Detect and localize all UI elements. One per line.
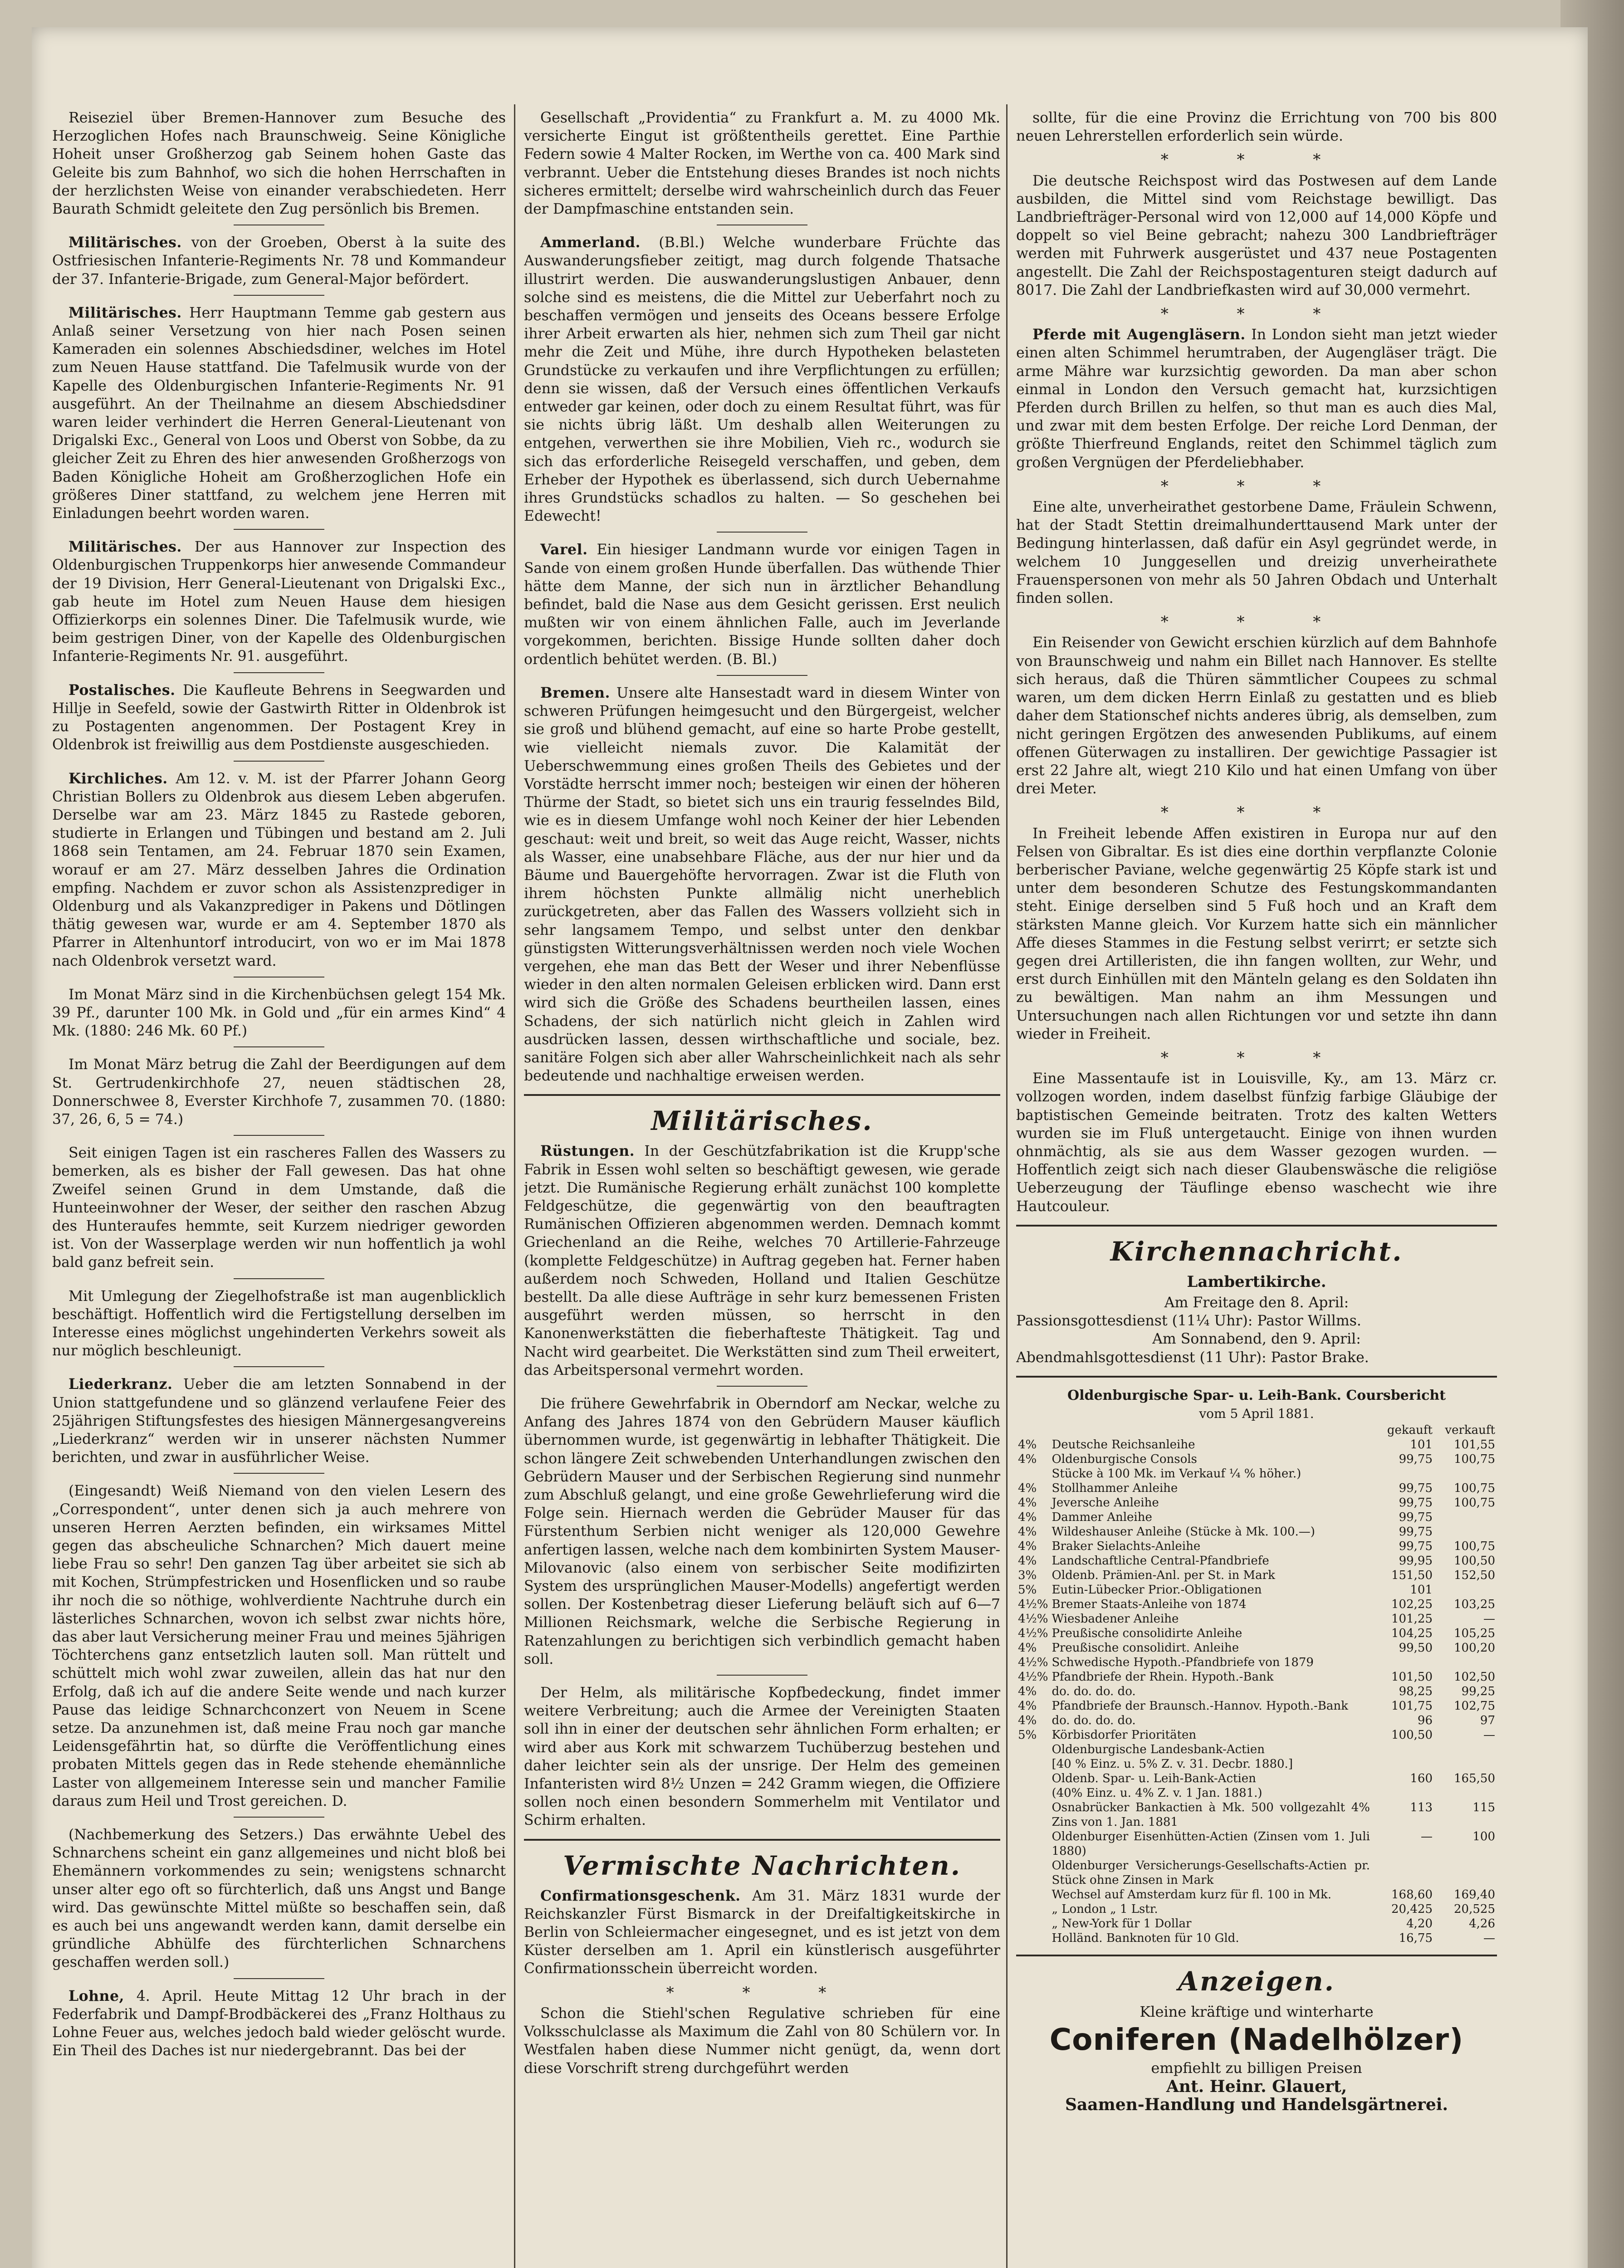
rate-percent: 4% [1018, 1496, 1037, 1510]
rate-percent [1016, 1931, 1050, 1945]
rate-bought: 99,75 [1399, 1510, 1433, 1525]
rate-sold: — [1483, 1728, 1495, 1742]
rates-row [1016, 1786, 1497, 1800]
article-paragraph [52, 770, 506, 970]
rates-row [1016, 1612, 1497, 1626]
article-keyword: Pferde mit Augengläsern. [1032, 326, 1246, 343]
article-paragraph [52, 1056, 506, 1129]
rates-row [1016, 1597, 1497, 1612]
section-rule [1016, 1955, 1497, 1956]
rate-percent [1016, 1829, 1050, 1858]
rate-sold: 100,75 [1454, 1540, 1495, 1554]
article-separator-stars: * * * [1160, 613, 1353, 631]
section-heading-kirchennachricht: Kirchennachricht. [1110, 1236, 1403, 1267]
rate-sold: 100,50 [1454, 1554, 1495, 1568]
rate-bought: 98,25 [1399, 1685, 1433, 1699]
article-text: Der aus Hannover zur Inspection des Oldenburgischen Truppenkorps hier anwesende Commandeur der 19 Division, Herr General-Lieutenant von Drigalski Exc., gab heute im Hotel zum Neuen Hause dem hiesigen Offizierkorps ein solennes Diner. Die Tafelmusik wurde, wie beim gestrigen Diner, von der Kapelle des Oldenburgischen Infanterie-Regiments Nr. 91. ausgeführt. [52, 539, 506, 665]
article-text: Die deutsche Reichspost wird das Postwesen auf dem Lande ausbilden, die Mittel sind vom Reichstage bewilligt. Das Landbriefträger-Personal wird von 12,000 auf 14,000 Köpfe und doppelt so viel Beine gebracht; nahezu 300 Landbriefträger werden mit Fuhrwerk ausgerüstet und 437 neue Postagenten angestellt. Die Zahl der Reichspostagenturen steigt dadurch auf 8017. Die Zahl der Landbriefkasten wird auf 30,000 vermehrt. [1016, 172, 1497, 298]
rate-bought [1372, 1655, 1434, 1670]
column-right [1016, 109, 1497, 2268]
article-separator [234, 1473, 324, 1474]
rate-bought [1372, 1742, 1434, 1757]
rates-row [1016, 1757, 1497, 1771]
section-rule [524, 1839, 1000, 1841]
article-paragraph [52, 109, 506, 218]
rate-security: do. do. do. do. [1052, 1714, 1136, 1728]
church-service-line: Am Freitage den 8. April: [1164, 1294, 1349, 1311]
article-separator [234, 1366, 324, 1367]
rates-row [1016, 1699, 1497, 1713]
rate-sold [1434, 1525, 1497, 1539]
rate-bought: 16,75 [1399, 1931, 1433, 1945]
article-text: (Nachbemerkung des Setzers.) Das erwähnte Uebel des Schnarchens scheint ein ganz allgemeines und nicht bloß bei Ehemännern vorkommendes zu sein; wenigstens schnarcht unser alter ego oft so fürchterlich, daß uns Angst und Bange wird. Das gewünschte Mittel müßte so beschaffen sein, daß es auch bei uns angewandt werden kann, damit derselbe ein gründliche Abhülfe des fürchterlichen Schnarchens geschaffen werden soll.) [52, 1827, 506, 1971]
rate-security: „ New-York für 1 Dollar [1052, 1917, 1192, 1931]
article-separator [234, 295, 324, 296]
rates-row [1016, 1684, 1497, 1699]
rate-percent: 4% [1018, 1481, 1037, 1496]
rate-sold [1434, 1786, 1497, 1800]
article-separator [717, 532, 807, 533]
article-separator [717, 1386, 807, 1387]
article-text: sollte, für die eine Provinz die Errichtung von 700 bis 800 neuen Lehrerstellen erforderlich sein würde. [1016, 110, 1497, 145]
rate-percent [1016, 1786, 1050, 1800]
rate-security: Preußische consolidirte Anleihe [1052, 1627, 1242, 1641]
article-separator [234, 1046, 324, 1047]
article-text: Am 31. März 1831 wurde der Reichskanzler Fürst Bismarck in der Dreifaltigkeitskirche in Berlin von Schleiermacher eingesegnet, und es ist jetzt von dem Küster derselben am 1. April ein künstlerisch ausgeführter Confirmationsschein überreicht worden. [524, 1887, 1000, 1977]
article-paragraph [1016, 634, 1497, 798]
rate-sold: 101,55 [1454, 1438, 1495, 1452]
rate-bought: 101,75 [1391, 1699, 1433, 1713]
rate-security: Eutin-Lübecker Prior.-Obligationen [1052, 1583, 1262, 1597]
article-separator-stars: * * * [1160, 803, 1353, 822]
article-paragraph [524, 1395, 1000, 1668]
ad-product-title: Coniferen (Nadelhölzer) [1049, 2022, 1464, 2058]
article-text: In der Geschützfabrikation ist die Krupp'sche Fabrik in Essen wohl selten so beschäftigt gewesen, wie gerade jetzt. Die Rumänische Regierung erhält zunächst 100 komplette Feldgeschütze, die gegenwärtig von den beauftragten Rumänischen Offizieren abgenommen werden. Demnach kommt Griechenland an die Reihe, welches 70 Artillerie-Fahrzeuge (komplette Feldgeschütze) in Auftrag gegeben hat. Ferner haben außerdem noch Schweden, Holland und Italien Geschütze bestellt. Da alle diese Aufträge in sehr kurz bemessenen Fristen ausgeführt werden müssen, so herrscht in den Kanonenwerkstätten die fieberhafteste Thätigkeit. Tag und Nacht wird gearbeitet. Die Werkstätten sind zum Theil erweitert, das Arbeitspersonal vermehrt worden. [524, 1143, 1000, 1378]
article-paragraph [52, 538, 506, 665]
rate-bought: 99,75 [1399, 1540, 1433, 1554]
article-separator [234, 1135, 324, 1136]
church-service-line: Am Sonnabend, den 9. April: [1152, 1331, 1361, 1348]
rates-date: vom 5 April 1881. [1199, 1406, 1314, 1421]
rate-sold [1434, 1510, 1497, 1525]
article-paragraph [524, 541, 1000, 668]
miscellaneous-news-continued [1016, 109, 1497, 1216]
rate-sold: 100,75 [1454, 1481, 1495, 1496]
rate-percent: 4% [1018, 1714, 1037, 1728]
article-keyword: Lohne, [68, 1987, 124, 2004]
article-text: Mit Umlegung der Ziegelhofstraße ist man augenblicklich beschäftigt. Hoffentlich wird die Fertigstellung derselben im Interesse eines möglichst ungehinderten Verkehrs soweit als nur möglich beschleunigt. [52, 1288, 506, 1359]
rate-bought: 99,75 [1399, 1452, 1433, 1466]
rate-security: Schwedische Hypoth.-Pfandbriefe von 1879 [1052, 1656, 1314, 1670]
rate-sold [1434, 1583, 1497, 1597]
article-text: Seit einigen Tagen ist ein rascheres Fallen des Wassers zu bemerken, als es bisher der Fall gewesen. Das hat ohne Zweifel seinen Grund in dem Umstande, daß die Hunteeinwohner der Weser, der seither den raschen Abzug des Hunteraufes hemmte, seit Kurzem niedriger geworden ist. Von der Wasserplage werden wir nun hoffentlich ja wohl bald ganz befreit sein. [52, 1145, 506, 1271]
rate-bought: 101,50 [1391, 1670, 1433, 1684]
rate-security: Bremer Staats-Anleihe von 1874 [1052, 1598, 1247, 1612]
rate-security: Wildeshauser Anleihe (Stücke à Mk. 100.—) [1052, 1525, 1315, 1539]
rate-percent [1016, 1902, 1050, 1916]
rates-row [1016, 1481, 1497, 1496]
rate-bought: 100,50 [1391, 1728, 1433, 1742]
rate-security: Pfandbriefe der Rhein. Hypoth.-Bank [1052, 1670, 1274, 1684]
rate-bought [1372, 1466, 1434, 1481]
rates-header-bought: gekauft [1387, 1423, 1433, 1437]
column-left [52, 109, 506, 2268]
rate-percent [1016, 1858, 1050, 1887]
article-separator [234, 977, 324, 978]
rate-sold: 105,25 [1454, 1627, 1495, 1641]
rate-percent [1016, 1887, 1050, 1902]
article-separator [234, 761, 324, 762]
article-text: Die Kaufleute Behrens in Seegwarden und Hillje in Seefeld, sowie der Gastwirth Ritter in Oldenbrok ist zu Postagenten angenommen. Der Postagent Krey in Oldenbrok ist freiwillig aus dem Postdienste ausgeschieden. [52, 682, 506, 753]
article-keyword: Militärisches. [68, 234, 182, 251]
rates-row [1016, 1466, 1497, 1481]
rate-security: Preußische consolidirt. Anleihe [1052, 1641, 1239, 1655]
article-paragraph [524, 1684, 1000, 1830]
article-text: Ueber die am letzten Sonnabend in der Union stattgefundene und so glänzend verlaufene Feier des 25jährigen Stiftungsfestes des hiesigen Männergesangvereins „Liederkranz“ werden wir in unserer nächsten Nummer berichten, und zwar in ausführlicher Weise. [52, 1376, 506, 1466]
rate-sold [1434, 1858, 1497, 1887]
article-text: In London sieht man jetzt wieder einen alten Schimmel herumtraben, der Augengläser trägt. Die arme Mähre war kurzsichtig geworden. Da man aber schon einmal in London den Versuch gemacht hat, kurzsichtigen Pferden durch Brillen zu helfen, so thut man es auch dies Mal, und zwar mit dem besten Erfolge. Der reiche Lord Denman, der größte Thierfreund Englands, reitet den Schimmel täglich zum großen Vergnügen der Pferdeliebhaber. [1016, 327, 1497, 471]
ad-line: Kleine kräftige und winterharte [1140, 2003, 1374, 2021]
article-paragraph [1016, 825, 1497, 1043]
article-keyword: Ammerland. [540, 234, 641, 251]
article-paragraph [52, 1482, 506, 1810]
article-text: Eine alte, unverheirathet gestorbene Dame, Fräulein Schwenn, hat der Stadt Stettin dreimalhunderttausend Mark unter der Bedingung hinterlassen, daß dafür ein Asyl gegründet werde, in welchem 10 Junggesellen und dreizig unverheirathete Frauenspersonen von mehr als 50 Jahren Obdach und Unterhalt finden sollen. [1016, 499, 1497, 607]
military-news-block [524, 1142, 1000, 1829]
rate-sold: 4,26 [1469, 1917, 1495, 1931]
section-rule [1016, 1376, 1497, 1378]
rates-row [1016, 1655, 1497, 1670]
article-keyword: Confirmationsgeschenk. [540, 1887, 741, 1904]
article-paragraph [524, 109, 1000, 218]
rate-sold: 100 [1472, 1830, 1495, 1844]
rates-row [1016, 1539, 1497, 1554]
section-rule [524, 1094, 1000, 1096]
rate-bought: 101 [1410, 1583, 1433, 1597]
rates-row [1016, 1713, 1497, 1728]
article-text: von der Groeben, Oberst à la suite des Ostfriesischen Infanterie-Regiments Nr. 78 und Kommandeur der 37. Infanterie-Brigade, zum General-Major befördert. [52, 235, 506, 288]
rate-percent: 5% [1018, 1583, 1037, 1597]
rate-sold: 103,25 [1454, 1598, 1495, 1612]
rate-sold [1434, 1655, 1497, 1670]
rate-sold [1434, 1466, 1497, 1481]
rates-row [1016, 1510, 1497, 1525]
article-text: Ein hiesiger Landmann wurde vor einigen Tagen in Sande von einem großen Hunde überfallen. Das wüthende Thier hätte dem Manne, der sich nun in ärztlicher Behandlung befindet, bald die Nase aus dem Gesicht gerissen. Erst neulich mußten wir von einem ähnlichen Falle, auch im Jeverlande vorgekommen, berichten. Bissige Hunde sollten daher doch ordentlich behütet werden. (B. Bl.) [524, 542, 1000, 668]
rates-row [1016, 1437, 1497, 1452]
article-text: Die frühere Gewehrfabrik in Oberndorf am Neckar, welche zu Anfang des Jahres 1874 von den Gebrüdern Mauser käuflich übernommen wurde, ist gegenwärtig in lebhafter Thätigkeit. Die schon längere Zeit schwebenden Unterhandlungen zwischen den Gebrüdern Mauser und der Serbischen Regierung sind nunmehr zum Abschluß gelangt, und eine große Gewehrlieferung wird die Folge sein. Hiernach werden die Gebrüder Mauser für das Fürstenthum Serbien nicht weniger als 120,000 Gewehre anfertigen lassen, welche nach dem kombinirten System Mauser-Milovanovic (also einem von serbischer Seite modifizirten System des ursprünglichen Mauser-Modells) angefertigt werden sollen. Der Kostenbetrag dieser Lieferung beläuft sich auf 6—7 Millionen Reichsmark, welche die Serbische Regierung in Ratenzahlungen zu berichtigen sich verbindlich gemacht haben soll. [524, 1396, 1000, 1667]
article-text: Reiseziel über Bremen-Hannover zum Besuche des Herzoglichen Hofes nach Braunschweig. Seine Königliche Hoheit unser Großherzog gab Seinem hohen Gaste das Geleite bis zum Bahnhof, wo sich die hohen Herrschaften in der herzlichsten Weise von einander verabschiedeten. Herr Baurath Schmidt geleitete den Zug persönlich bis Bremen. [52, 110, 506, 218]
article-paragraph [1016, 109, 1497, 145]
article-keyword: Rüstungen. [540, 1143, 635, 1160]
article-text: Gesellschaft „Providentia“ zu Frankfurt a. M. zu 4000 Mk. versicherte Eingut ist größtentheils gerettet. Eine Parthie Federn sowie 4 Malter Rocken, im Werthe von ca. 400 Mark sind verbrannt. Ueber die Entstehung dieses Brandes ist noch nichts sicheres ermittelt; derselbe wird wahrscheinlich durch das Feuer der Dampfmaschine entstanden sein. [524, 110, 1000, 218]
rate-bought: 101 [1410, 1438, 1433, 1452]
article-separator-stars: * * * [666, 1983, 858, 2002]
article-paragraph [52, 1987, 506, 2060]
article-keyword: Varel. [540, 541, 588, 558]
rate-security: Oldenburgische Consols [1052, 1452, 1197, 1466]
rate-percent [1016, 1742, 1050, 1757]
rate-bought: 151,50 [1391, 1569, 1433, 1583]
article-paragraph [524, 684, 1000, 1085]
rate-bought: 4,20 [1406, 1917, 1433, 1931]
article-paragraph [1016, 172, 1497, 299]
rate-security: Landschaftliche Central-Pfandbriefe [1052, 1554, 1269, 1568]
article-text: Unsere alte Hansestadt ward in diesem Winter von schweren Prüfungen heimgesucht und den Bürgergeist, welcher sie groß und blühend gemacht, auf eine so harte Probe gestellt, wie vielleicht niemals zuvor. Die Kalamität der Ueberschwemmung eines großen Theils des Gebietes und der Vorstädte herrscht immer noch; besteigen wir einen der höheren Thürme der Stadt, so bietet sich uns ein traurig fesselndes Bild, wie es in diesem Umfange wohl noch Keiner der hier Lebenden geschaut: weit und breit, so weit das Auge reicht, Wasser, nichts als Wasser, eine unabsehbare Fläche, aus der nur hier und da Bäume und Bauergehöfte hervorragen. Zwar ist die Fluth von ihrem höchsten Punkte allmälig nicht unerheblich zurückgetreten, aber das Fallen des Wassers vollzieht sich in sehr langsamem Tempo, und selbst unter den denkbar günstigsten Witterungsverhältnissen werden noch viele Wochen vergehen, ehe man das Bett der Weser und ihrer Nebenflüsse wieder in den alten normalen Geleisen erblicken wird. Dann erst wird sich die Größe des Schadens beurtheilen lassen, eines Schadens, der sich natürlich nicht gleich in Zahlen wird ausdrücken lassen, dessen wirthschaftliche und sociale, bez. sanitäre Folgen sich aber aller Wahrscheinlichkeit nach als sehr bedeutende und nachhaltige erweisen werden. [524, 684, 1000, 1085]
rate-security: Pfandbriefe der Braunsch.-Hannov. Hypoth.-Bank [1052, 1699, 1348, 1713]
rates-row [1016, 1452, 1497, 1466]
rates-row [1016, 1902, 1497, 1916]
article-separator [234, 1817, 324, 1818]
rate-sold: — [1483, 1931, 1495, 1945]
rate-percent: 4% [1018, 1540, 1037, 1554]
rate-bought: 99,75 [1399, 1525, 1433, 1539]
rate-percent: 4½% [1018, 1598, 1048, 1612]
column-middle [524, 109, 1000, 2268]
rate-bought: 20,425 [1391, 1902, 1433, 1916]
article-paragraph [524, 1887, 1000, 1978]
rate-bought: 160 [1410, 1772, 1433, 1786]
article-paragraph [52, 1826, 506, 1972]
article-text: Der Helm, als militärische Kopfbedeckung, findet immer weitere Verbreitung; auch die Armee der Vereinigten Staaten soll ihn in einer der deutschen sehr ähnlichen Form erhalten; er wird aber aus Kork mit schwarzem Tuchüberzug bestehen und daher leichter sein als der unsrige. Der Helm des gemeinen Infanteristen wird 8½ Unzen = 242 Gramm wiegen, die Offiziere sollen noch einen besondern Sommerhelm mit Ventilator und Schirm erhalten. [524, 1685, 1000, 1829]
section-heading-militaer: Militärisches. [651, 1105, 873, 1137]
article-text: In Freiheit lebende Affen existiren in Europa nur auf den Felsen von Gibraltar. Es ist dies eine dorthin verpflanzte Colonie berberischer Paviane, welche gegenwärtig 25 Köpfe stark ist und unter dem besonderen Schutze des Festungskommandanten steht. Einige derselben sind 5 Fuß hoch und an Kraft dem stärksten Manne gleich. Vor Kurzem hatte sich ein männlicher Affe dieses Stammes in die Festung selbst verirrt; er setzte sich gegen drei Artilleristen, die ihn fangen wollten, zur Wehr, und erst durch Einhüllen mit den Mänteln gelang es den Soldaten ihn zu bewältigen. Man nahm an ihm Messungen und Untersuchungen nach allen Richtungen vor und setzte ihn dann wieder in Freiheit. [1016, 825, 1497, 1042]
rate-bought: 99,50 [1399, 1641, 1433, 1655]
rate-percent: 4½% [1018, 1670, 1048, 1684]
section-heading-vermischte: Vermischte Nachrichten. [563, 1850, 961, 1881]
rates-row [1016, 1931, 1497, 1945]
rate-security: Jeversche Anleihe [1052, 1496, 1159, 1510]
article-keyword: Postalisches. [68, 681, 176, 699]
rate-security: do. do. do. do. [1052, 1685, 1136, 1699]
article-paragraph [1016, 326, 1497, 472]
rate-sold [1434, 1742, 1497, 1757]
rates-row [1016, 1568, 1497, 1583]
rate-percent [1016, 1800, 1050, 1829]
rate-bought: 168,60 [1391, 1888, 1433, 1902]
rate-security: Oldenb. Prämien-Anl. per St. in Mark [1052, 1569, 1275, 1583]
rates-row [1016, 1554, 1497, 1568]
article-separator [717, 1675, 807, 1676]
rate-bought: — [1421, 1830, 1433, 1844]
rate-security: Stollhammer Anleihe [1052, 1481, 1178, 1496]
section-rule [1016, 1225, 1497, 1227]
rate-percent: 4% [1018, 1452, 1037, 1466]
advertisement-coniferen [1016, 2003, 1497, 2114]
article-text: Im Monat März betrug die Zahl der Beerdigungen auf dem St. Gertrudenkirchhofe 27, neuen städtischen 28, Donnerschwee 8, Everster Kirchhofe 7, zusammen 70. (1880: 37, 26, 6, 5 = 74.) [52, 1056, 506, 1128]
rate-percent: 4% [1018, 1699, 1037, 1713]
article-text: Ein Reisender von Gewicht erschien kürzlich auf dem Bahnhofe von Braunschweig und nahm ein Billet nach Hannover. Es stellte sich heraus, daß die Thüren sämmtlicher Coupees zu schmal waren, um dem dicken Herrn Einlaß zu gestatten und es blieb daher dem Stationschef nichts anderes übrig, als demselben, zum nicht geringen Ergötzen des anwesenden Publikums, auf einem offenen Güterwagen zu installiren. Der gewichtige Passagier ist erst 22 Jahre alt, wiegt 210 Kilo und hat einen Umfang von über drei Meter. [1016, 635, 1497, 797]
rate-security: [40 % Einz. u. 5% Z. v. 31. Decbr. 1880.] [1052, 1757, 1293, 1771]
local-news-block [524, 109, 1000, 1085]
rate-bought: 99,75 [1399, 1481, 1433, 1496]
rate-bought: 102,25 [1391, 1598, 1433, 1612]
article-text: (Eingesandt) Weiß Niemand von den vielen Lesern des „Correspondent“, unter denen sich ja auch mehrere von unseren Herren Aerzten befinden, ein wirksames Mittel gegen das abscheuliche Schnarchen? Mich dauert meine liebe Frau so sehr! Den ganzen Tag über arbeitet sie sich ab mit Kochen, Strümpfestricken und Hosenflicken und so raube ihr noch die so nöthige, wohlverdiente Nachtruhe durch ein lästerliches Schnarchen, wovon ich selbst zwar nichts höre, das aber laut Versicherung meiner Frau und meines 5jährigen Töchterchens ganz entsetzlich lauten soll. Man rüttelt und schüttelt mich wohl zwar zuweilen, allein das hat nur den Erfolg, daß ich auf die andere Seite wende und nach kurzer Pause das leidige Schnarchconzert von Neuem in Scene setze. Da anzunehmen ist, daß meine Frau noch gar manche Leidensgefährtin hat, so dürfte die Veröffentlichung eines probaten Mittels gegen das in Rede stehende ehemännliche Laster von allgemeinem Interesse sein und mancher Familie daraus zum Heil und Trost gereichen. D. [52, 1483, 506, 1809]
article-separator-stars: * * * [1160, 305, 1353, 323]
rate-security: Oldenb. Spar- u. Leih-Bank-Actien [1052, 1772, 1256, 1786]
rate-percent: 5% [1018, 1728, 1037, 1742]
rate-sold: 115 [1472, 1801, 1495, 1815]
rate-sold: 152,50 [1454, 1569, 1495, 1583]
exchange-rates-table [1016, 1423, 1497, 1945]
church-name: Lambertikirche. [1187, 1272, 1326, 1291]
rate-percent: 3% [1018, 1569, 1037, 1583]
rate-security: Osnabrücker Bankactien à Mk. 500 vollgezahlt 4% Zins von 1. Jan. 1881 [1052, 1801, 1370, 1829]
rate-sold: 102,50 [1454, 1670, 1495, 1684]
rates-row [1016, 1525, 1497, 1539]
rate-sold: — [1483, 1612, 1495, 1626]
article-paragraph [52, 1144, 506, 1271]
article-keyword: Militärisches. [68, 304, 182, 321]
article-separator [234, 1278, 324, 1279]
rates-row [1016, 1670, 1497, 1684]
rate-security: Dammer Anleihe [1052, 1510, 1152, 1525]
column-divider [514, 104, 515, 2268]
article-keyword: Bremen. [540, 684, 611, 701]
article-text: Schon die Stiehl'schen Regulative schrieben für eine Volksschulclasse als Maximum die Zahl von 80 Schülern vor. In Westfalen haben diese Nummer nicht genügt, da, wenn dort diese Vorschrift streng durchgeführt werden [524, 2005, 1000, 2077]
rate-sold: 165,50 [1454, 1772, 1495, 1786]
rates-row [1016, 1496, 1497, 1510]
rates-header-row [1016, 1423, 1497, 1437]
rate-bought [1372, 1757, 1434, 1771]
church-service-line: Abendmahlsgottesdienst (11 Uhr): Pastor Brake. [1016, 1349, 1369, 1366]
rate-bought: 101,25 [1391, 1612, 1433, 1626]
rate-security: Oldenburgische Landesbank-Actien [1052, 1743, 1265, 1757]
rate-bought [1372, 1858, 1434, 1887]
rate-sold: 169,40 [1454, 1888, 1495, 1902]
rate-percent: 4% [1018, 1685, 1037, 1699]
rate-security: Braker Sielachts-Anleihe [1052, 1540, 1201, 1554]
rates-row [1016, 1829, 1497, 1858]
article-paragraph [52, 234, 506, 288]
rate-bought: 104,25 [1391, 1627, 1433, 1641]
church-service-line: Passionsgottesdienst (11¼ Uhr): Pastor Willms. [1016, 1313, 1361, 1330]
rate-sold: 102,75 [1454, 1699, 1495, 1713]
rate-bought: 99,95 [1399, 1554, 1433, 1568]
article-separator-stars: * * * [1160, 477, 1353, 495]
article-paragraph [1016, 498, 1497, 607]
rate-sold: 100,75 [1454, 1452, 1495, 1466]
rate-bought: 99,75 [1399, 1496, 1433, 1510]
article-paragraph [52, 304, 506, 523]
rate-sold [1434, 1757, 1497, 1771]
rate-sold: 97 [1480, 1714, 1495, 1728]
article-separator [234, 672, 324, 673]
rate-security: Stücke à 100 Mk. im Verkauf ¼ % höher.) [1052, 1467, 1301, 1481]
rate-percent: 4% [1018, 1554, 1037, 1568]
rate-security: (40% Einz. u. 4% Z. v. 1 Jan. 1881.) [1052, 1786, 1262, 1800]
article-text: Im Monat März sind in die Kirchenbüchsen gelegt 154 Mk. 39 Pf., darunter 100 Mk. in Gold und „für ein armes Kind“ 4 Mk. (1880: 246 Mk. 60 Pf.) [52, 986, 506, 1040]
rate-percent: 4% [1018, 1641, 1037, 1655]
rates-title: Oldenburgische Spar- u. Leih-Bank. Coursbericht [1067, 1387, 1446, 1403]
article-text: (B.Bl.) Welche wunderbare Früchte das Auswanderungsfieber zeitigt, mag durch folgende Thatsache illustrirt werden. Die auswanderungslustigen Anbauer, denn solche sind es meistens, die die Mittel zur Ueberfahrt noch zu beschaffen vermögen und jenseits des Oceans bessere Erfolge ihrer Arbeit erwarten als hier, nehmen sich zum Theil gar nicht mehr die Zeit und Mühe, ihre durch Hypotheken belasteten Grundstücke zu verkaufen und ihre Verpflichtungen zu erfüllen; denn sie wissen, daß der Versuch eines öffentlichen Verkaufs entweder gar keinen, oder doch zu einem Resultat führt, was für sie nichts übrig läßt. Um deshalb allen Weiterungen zu entgehen, verwerthen sie ihre Mobilien, Vieh rc., wodurch sie sich das erforderliche Reisegeld verschaffen, und geben, dem Erheber der Hypothek es überlassend, sich durch Uebernahme ihres Grundstücks schadlos zu halten. — So geschehen bei Edewecht! [524, 235, 1000, 525]
rates-row [1016, 1771, 1497, 1786]
rate-percent: 4% [1018, 1525, 1037, 1539]
column-divider [1006, 104, 1008, 2268]
article-text: Herr Hauptmann Temme gab gestern aus Anlaß seiner Versetzung von hier nach Posen seinen Kameraden ein solennes Abschiedsdiner, welches im Hotel zum Neuen Hause stattfand. Die Tafelmusik wurde von der Kapelle des Oldenburgischen Infanterie-Regiments Nr. 91 ausgeführt. An der Theilnahme an diesem Abschiedsdiner waren leider verhindert die Herren General-Lieutenant von Drigalski Exc., General von Loos und Oberst von Sobbe, da zu gleicher Zeit zu Ehren des hier anwesenden Großherzogs von Baden Königliche Hoheit am Großherzoglichen Hofe ein größeres Diner stattfand, zu welchem jene Herren mit Einladungen beehrt worden waren. [52, 304, 506, 522]
article-text: 4. April. Heute Mittag 12 Uhr brach in der Federfabrik und Dampf-Brodbäckerei des „Franz Holthaus zu Lohne Feuer aus, welches jedoch bald wieder gelöscht wurde. Ein Theil des Daches ist nur niedergebrannt. Das bei der [52, 1988, 506, 2059]
article-keyword: Kirchliches. [68, 770, 168, 787]
rate-percent: 4½% [1018, 1627, 1048, 1641]
article-paragraph [524, 1142, 1000, 1379]
rate-percent: 4½% [1018, 1612, 1048, 1626]
rates-row [1016, 1742, 1497, 1757]
rates-row [1016, 1626, 1497, 1641]
article-separator [234, 529, 324, 530]
ad-firm-name: Ant. Heinr. Glauert, [1166, 2077, 1347, 2096]
rates-row [1016, 1641, 1497, 1655]
rate-percent: 4½% [1018, 1656, 1048, 1670]
rates-row [1016, 1858, 1497, 1887]
rates-header-sold: verkauft [1445, 1423, 1495, 1437]
miscellaneous-news-block [524, 1887, 1000, 2077]
article-paragraph [524, 2004, 1000, 2077]
rate-percent [1016, 1771, 1050, 1786]
rate-security: Wiesbadener Anleihe [1052, 1612, 1179, 1626]
rate-percent [1016, 1466, 1050, 1481]
rate-sold: 99,25 [1461, 1685, 1495, 1699]
article-separator [717, 675, 807, 676]
rate-percent: 4% [1018, 1438, 1037, 1452]
rate-security: Körbisdorfer Prioritäten [1052, 1728, 1197, 1742]
rates-row [1016, 1583, 1497, 1597]
rate-percent [1016, 1916, 1050, 1931]
article-separator-stars: * * * [1160, 1048, 1353, 1067]
ad-firm-trade: Saamen-Handlung und Handelsgärtnerei. [1065, 2095, 1448, 2114]
article-text: Am 12. v. M. ist der Pfarrer Johann Georg Christian Bollers zu Oldenbrok aus diesem Leben abgerufen. Derselbe war am 23. März 1845 zu Rastede geboren, studierte in Erlangen und Tübingen und bestand am 2. Juli 1868 sein Tentamen, am 24. Februar 1870 sein Examen, worauf er am 27. März desselben Jahres die Ordination empfing. Nachdem er zuvor schon als Assistenzprediger in Oldenburg und als Vakanzprediger in Pakens und Dötlingen thätig gewesen war, wurde er am 4. September 1870 als Pfarrer in Altenhuntorf introducirt, von wo er im Mai 1878 nach Oldenbrok versetzt ward. [52, 770, 506, 969]
rate-percent [1016, 1757, 1050, 1771]
article-text: Eine Massentaufe ist in Louisville, Ky., am 13. März cr. vollzogen worden, indem daselbst fünfzig farbige Gläubige der baptistischen Gemeinde beitraten. Trotz des kalten Wetters wurden sie im Fluß untergetaucht. Einige von ihnen wurden ohnmächtig, als sie aus dem Wasser gezogen wurden. — Hoffentlich zeigt sich nach dieser Glaubenswäsche die religiöse Ueberzeugung der Täuflinge ebenso waschecht wie ihre Hautcouleur. [1016, 1070, 1497, 1215]
rate-sold: 100,75 [1454, 1496, 1495, 1510]
rate-security: „ London „ 1 Lstr. [1052, 1902, 1158, 1916]
rate-security: Oldenburger Eisenhütten-Actien (Zinsen vom 1. Juli 1880) [1052, 1830, 1370, 1858]
rate-bought: 113 [1410, 1801, 1433, 1815]
article-separator-stars: * * * [1160, 151, 1353, 169]
rate-bought [1372, 1786, 1434, 1800]
rates-row [1016, 1800, 1497, 1829]
rate-percent: 4% [1018, 1510, 1037, 1525]
article-separator [234, 1978, 324, 1979]
rate-security: Wechsel auf Amsterdam kurz für fl. 100 in Mk. [1052, 1888, 1331, 1902]
section-heading-anzeigen: Anzeigen. [1178, 1966, 1335, 1997]
rate-security: Deutsche Reichsanleihe [1052, 1438, 1195, 1452]
rates-row [1016, 1728, 1497, 1742]
rate-security: Holländ. Banknoten für 10 Gld. [1052, 1931, 1239, 1945]
rate-sold: 20,525 [1454, 1902, 1495, 1916]
article-keyword: Militärisches. [68, 538, 182, 556]
rate-bought: 96 [1417, 1714, 1433, 1728]
rates-row [1016, 1916, 1497, 1931]
rate-sold: 100,20 [1454, 1641, 1495, 1655]
rates-row [1016, 1887, 1497, 1902]
article-paragraph [52, 986, 506, 1041]
rate-security: Oldenburger Versicherungs-Gesellschafts-Actien pr. Stück ohne Zinsen in Mark [1052, 1859, 1370, 1887]
article-paragraph [52, 1287, 506, 1360]
article-paragraph [524, 234, 1000, 525]
article-paragraph [1016, 1070, 1497, 1216]
article-paragraph [52, 681, 506, 754]
church-service-list [1016, 1294, 1497, 1367]
ad-line: empfiehlt zu billigen Preisen [1151, 2059, 1362, 2077]
article-keyword: Liederkranz. [68, 1376, 173, 1393]
article-paragraph [52, 1375, 506, 1466]
